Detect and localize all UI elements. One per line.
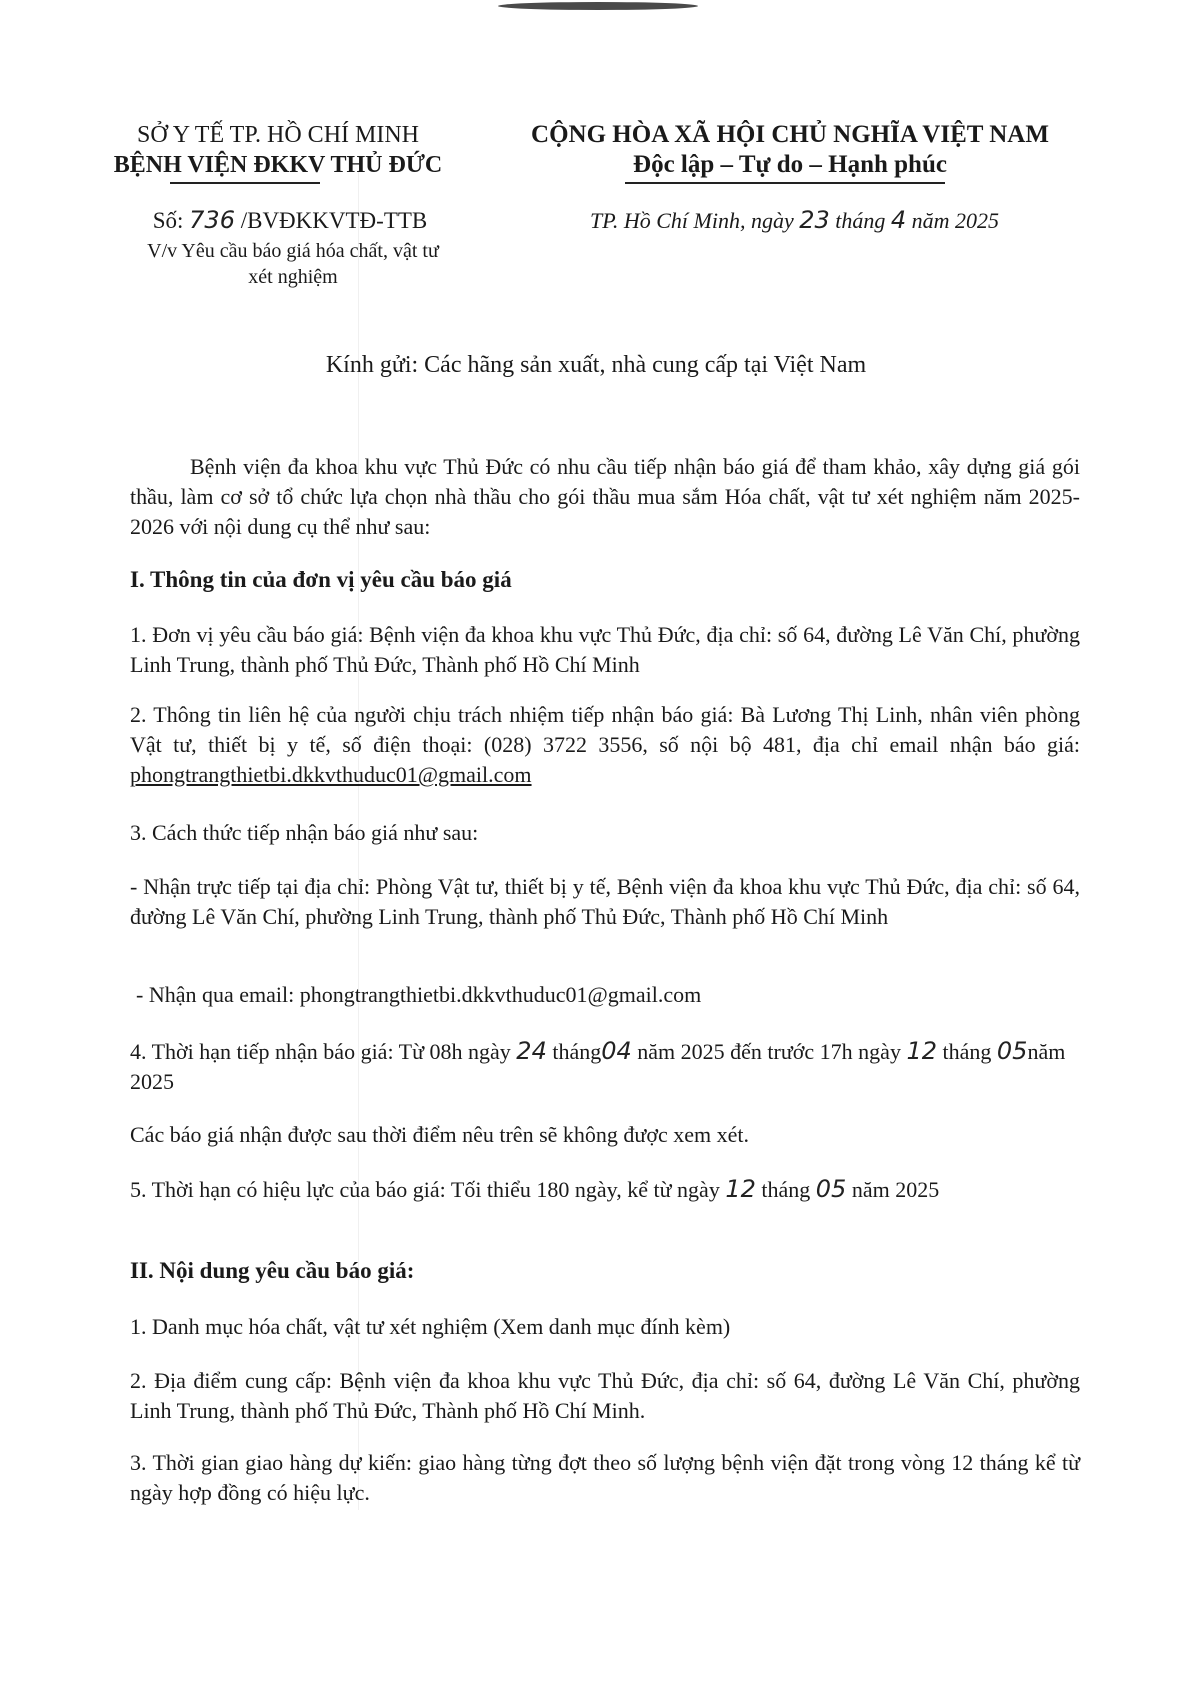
- intro-paragraph: Bệnh viện đa khoa khu vực Thủ Đức có nhu cầu tiếp nhận báo giá để tham khảo, xây dựng giá gói thầu, làm cơ sở tổ chức lựa chọn nhà thầu cho gói thầu mua sắm Hóa chất, vật tư xét nghiệm năm 2025-2026 với nội dung cụ thể như sau:: [130, 454, 1080, 539]
- section-1-item-1: 1. Đơn vị yêu cầu báo giá: Bệnh viện đa khoa khu vực Thủ Đức, địa chỉ: số 64, đường Lê Văn Chí, phường Linh Trung, thành phố Thủ Đức, Thành phố Hồ Chí Minh: [130, 622, 1080, 677]
- item4-text-d: tháng: [942, 1039, 992, 1064]
- document-number: [120, 206, 460, 234]
- subject-line-1: V/v Yêu cầu báo giá hóa chất, vật tư: [147, 240, 439, 262]
- late-submission-note: Các báo giá nhận được sau thời điểm nêu trên sẽ không được xem xét.: [130, 1122, 749, 1147]
- section-1-item-3b: - Nhận qua email: phongtrangthietbi.dkkvthuduc01@gmail.com: [136, 982, 702, 1007]
- section-1-title: I. Thông tin của đơn vị yêu cầu báo giá: [130, 567, 512, 592]
- item5-month: 05: [815, 1175, 847, 1203]
- item4-text-a: 4. Thời hạn tiếp nhận báo giá: Từ 08h ngày: [130, 1039, 511, 1064]
- section-1-item-3a: - Nhận trực tiếp tại địa chỉ: Phòng Vật tư, thiết bị y tế, Bệnh viện đa khoa khu vực Thủ Đức, địa chỉ: số 64, đường Lê Văn Chí, phường Linh Trung, thành phố Thủ Đức, Thành phố Hồ Chí Minh: [130, 874, 1080, 929]
- section-2-item-1: 1. Danh mục hóa chất, vật tư xét nghiệm (Xem danh mục đính kèm): [130, 1314, 731, 1339]
- header-right-rule: [625, 182, 945, 184]
- section-2-title: II. Nội dung yêu cầu báo giá:: [130, 1258, 415, 1283]
- section-1-item-5: [130, 1174, 1080, 1205]
- date-month: 4: [890, 206, 907, 234]
- item5-text-b: tháng: [761, 1177, 811, 1202]
- item5-text-c: năm 2025: [851, 1177, 940, 1202]
- date-month-label: tháng: [835, 208, 886, 233]
- contact-email-link[interactable]: phongtrangthietbi.dkkvthuduc01@gmail.com: [130, 762, 532, 787]
- date-day: 23: [799, 206, 830, 234]
- department-name: SỞ Y TẾ TP. HỒ CHÍ MINH: [136, 122, 420, 148]
- recipient: Kính gửi: Các hãng sản xuất, nhà cung cấp tại Việt Nam: [325, 352, 867, 378]
- item4-day-2: 12: [906, 1037, 937, 1065]
- number-prefix: Số:: [152, 208, 184, 233]
- date-year: năm 2025: [911, 208, 1000, 233]
- header-left: [108, 120, 448, 180]
- item4-text-e: năm 2025: [130, 1039, 1066, 1094]
- national-motto: Độc lập – Tự do – Hạnh phúc: [633, 151, 947, 178]
- item4-month-2: 05: [996, 1037, 1028, 1065]
- number-suffix: /BVĐKKVTĐ-TTB: [240, 208, 428, 233]
- national-title: CỘNG HÒA XÃ HỘI CHỦ NGHĨA VIỆT NAM: [531, 121, 1049, 148]
- subject-line-2: xét nghiệm: [248, 266, 338, 288]
- date-prefix: TP. Hồ Chí Minh, ngày: [590, 208, 794, 233]
- section-1-item-2: [130, 700, 1080, 790]
- header-left-rule: [170, 182, 320, 184]
- contact-info: 2. Thông tin liên hệ của người chịu trách nhiệm tiếp nhận báo giá: Bà Lương Thị Linh, nhân viên phòng Vật tư, thiết bị y tế, số điện thoại: (028) 3722 3556, số nội bộ 481, địa chỉ email nhận báo giá:: [130, 702, 1080, 757]
- place-date: [590, 206, 1090, 234]
- scan-artifact: [498, 2, 698, 10]
- section-1-item-3: 3. Cách thức tiếp nhận báo giá như sau:: [130, 820, 479, 845]
- item5-day: 12: [725, 1175, 756, 1203]
- item4-text-c: năm 2025 đến trước 17h ngày: [637, 1039, 901, 1064]
- section-2-item-3: 3. Thời gian giao hàng dự kiến: giao hàng từng đợt theo số lượng bệnh viện đặt trong vòng 12 tháng kể từ ngày hợp đồng có hiệu lực.: [130, 1450, 1080, 1505]
- header-right: [500, 120, 1080, 180]
- hospital-name: BỆNH VIỆN ĐKKV THỦ ĐỨC: [113, 152, 443, 178]
- item4-month-1: 04: [601, 1037, 632, 1065]
- item4-day-1: 24: [516, 1037, 547, 1065]
- item5-text-a: 5. Thời hạn có hiệu lực của báo giá: Tối thiểu 180 ngày, kể từ ngày: [130, 1177, 720, 1202]
- item4-text-b: tháng: [552, 1039, 602, 1064]
- number-handwritten: 736: [189, 206, 235, 234]
- section-1-item-4: [130, 1036, 1080, 1097]
- section-2-item-2: 2. Địa điểm cung cấp: Bệnh viện đa khoa khu vực Thủ Đức, địa chỉ: số 64, đường Lê Văn Chí, phường Linh Trung, thành phố Thủ Đức, Thành phố Hồ Chí Minh.: [130, 1368, 1080, 1423]
- subject: [108, 238, 478, 290]
